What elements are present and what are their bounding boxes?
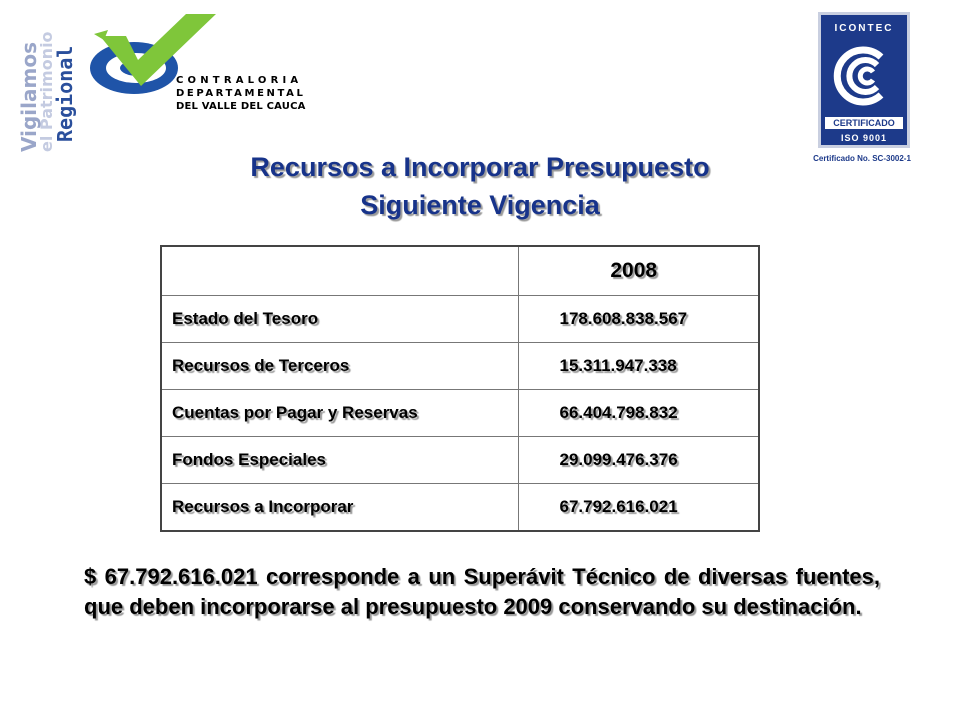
row-value: 178.608.838.567 [519,296,759,343]
icontec-badge [818,12,910,148]
row-label: Recursos de Terceros [161,343,519,390]
title-line2: Siguiente Vigencia [360,190,600,220]
row-value: 66.404.798.832 [519,390,759,437]
page-title [160,148,800,224]
summary-paragraph: $ 67.792.616.021 corresponde a un Superávit Técnico de diversas fuentes, que deben incorporarse al presupuesto 2009 conservando su destinación. [84,564,880,619]
certificate-number: Certificado No. SC-3002-1 [813,154,911,163]
row-label: Estado del Tesoro [161,296,519,343]
slogan-line2: el Patrimonio [37,31,56,152]
badge-brand: ICONTEC [834,23,894,34]
row-value: 15.311.947.338 [519,343,759,390]
row-label: Recursos a Incorporar [161,484,519,532]
row-value: 29.099.476.376 [519,437,759,484]
logo-line3: DEL VALLE DEL CAUCA [176,101,306,112]
table-header-row [161,246,759,296]
badge-iso: ISO 9001 [840,133,888,143]
table-row [161,343,759,390]
icontec-c-logo-icon [831,43,897,109]
slogan-line1: Vigilamos [17,42,41,152]
year-header: 2008 [519,246,759,296]
resources-table [160,245,760,532]
table-row [161,484,759,532]
logo-line2: DEPARTAMENTAL [176,88,306,99]
row-label: Cuentas por Pagar y Reservas [161,390,519,437]
contraloria-logo [86,10,336,120]
header-empty-cell [161,246,519,296]
logo-line1: CONTRALORIA [176,75,303,86]
slogan-line3: Regional [53,45,76,142]
table-row [161,390,759,437]
slogan-vertical [6,14,76,154]
title-line1: Recursos a Incorporar Presupuesto [250,152,710,182]
table-row [161,437,759,484]
row-label: Fondos Especiales [161,437,519,484]
row-value: 67.792.616.021 [519,484,759,532]
table-row [161,296,759,343]
badge-certified: CERTIFICADO [825,117,903,129]
